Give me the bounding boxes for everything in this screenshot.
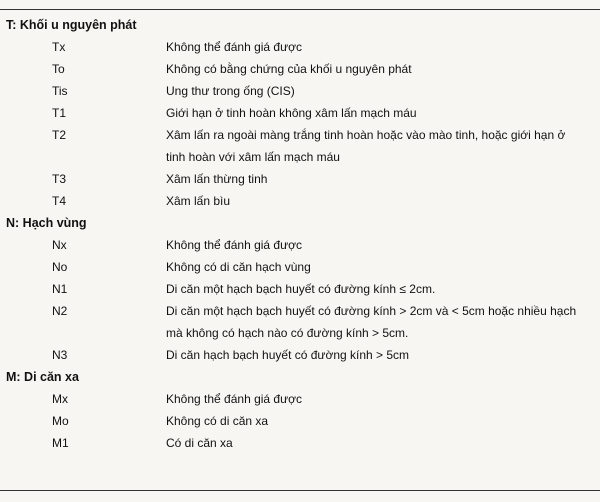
section-title-n: N: Hạch vùng <box>6 216 87 230</box>
table-row <box>0 58 600 80</box>
row-code: Mo <box>52 414 69 428</box>
table-row <box>0 190 600 212</box>
row-desc: Không có di căn xa <box>166 414 269 428</box>
row-code: T1 <box>52 106 67 120</box>
table-row <box>0 432 600 454</box>
row-desc: Không có bằng chứng của khối u nguyên phát <box>166 62 412 76</box>
row-desc: Không thể đánh giá được <box>166 40 303 54</box>
row-desc: Di căn một hạch bạch huyết có đường kính ≤ 2cm. <box>166 282 436 296</box>
row-code: N3 <box>52 348 68 362</box>
row-desc: Có di căn xa <box>166 436 233 450</box>
bottom-rule <box>0 490 600 491</box>
row-code: Tx <box>52 40 66 54</box>
row-desc: Di căn một hạch bạch huyết có đường kính > 2cm và < 5cm hoặc nhiều hạch mà không có hạch nào có đường kính > 5cm. <box>166 304 577 340</box>
table-row <box>0 124 600 168</box>
row-code: N1 <box>52 282 68 296</box>
top-rule <box>0 9 600 10</box>
table-row <box>0 300 600 344</box>
row-desc: Xâm lấn thừng tinh <box>166 172 268 186</box>
row-desc: Di căn hạch bạch huyết có đường kính > 5cm <box>166 348 410 362</box>
row-code: N2 <box>52 304 68 318</box>
row-desc: Không thể đánh giá được <box>166 392 303 406</box>
row-desc: Xâm lấn ra ngoài màng trắng tinh hoàn hoặc vào mào tinh, hoặc giới hạn ở tinh hoàn với xâm lấn mạch máu <box>166 128 566 164</box>
table-row <box>0 234 600 256</box>
row-desc: Xâm lấn bìu <box>166 194 231 208</box>
row-desc: Ung thư trong ống (CIS) <box>166 84 295 98</box>
table-row <box>0 278 600 300</box>
row-desc: Không có di căn hạch vùng <box>166 260 311 274</box>
row-code: T2 <box>52 128 67 142</box>
row-code: No <box>52 260 68 274</box>
table-body <box>0 14 600 454</box>
section-title-t: T: Khối u nguyên phát <box>6 18 137 32</box>
table-row <box>0 168 600 190</box>
table-row <box>0 36 600 58</box>
table-row <box>0 102 600 124</box>
row-desc: Giới hạn ở tinh hoàn không xâm lấn mạch máu <box>166 106 417 120</box>
table-row <box>0 388 600 410</box>
row-code: T3 <box>52 172 67 186</box>
table-row <box>0 410 600 432</box>
row-desc: Không thể đánh giá được <box>166 238 303 252</box>
table-row <box>0 80 600 102</box>
row-code: Tis <box>52 84 68 98</box>
section-title-m: M: Di căn xa <box>6 370 79 384</box>
row-code: T4 <box>52 194 67 208</box>
table-row <box>0 344 600 366</box>
row-code: Nx <box>52 238 67 252</box>
row-code: Mx <box>52 392 68 406</box>
row-code: M1 <box>52 436 69 450</box>
row-code: To <box>52 62 65 76</box>
table-row <box>0 256 600 278</box>
